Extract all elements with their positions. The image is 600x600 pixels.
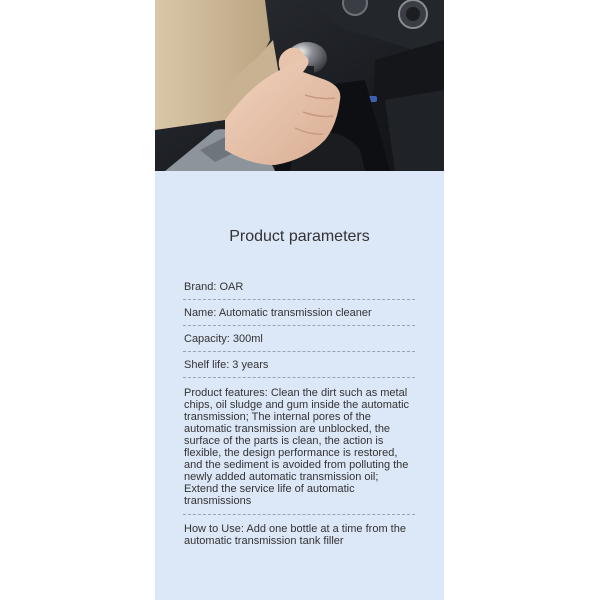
- gear-shift-photo: [155, 0, 444, 171]
- parameter-shelf-life: Shelf life: 3 years: [183, 352, 415, 378]
- parameter-capacity: Capacity: 300ml: [183, 326, 415, 352]
- parameter-how-to-use: How to Use: Add one bottle at a time from the automatic transmission tank filler: [184, 523, 406, 547]
- parameter-features: Product features: Clean the dirt such as metal chips, oil sludge and gum inside the automatic transmission; The internal pores of the automatic transmission are unblocked, the surface of the parts is clean, the action is flexible, the design performance is restored, and the sediment is avoided from polluting the newly added automatic transmission oil; Extend the service life of automatic transmissions: [183, 378, 415, 515]
- parameter-name: Name: Automatic transmission cleaner: [183, 300, 415, 326]
- section-title: Product parameters: [229, 228, 370, 245]
- product-info-panel: [155, 0, 444, 600]
- parameter-brand: Brand: OAR: [183, 274, 415, 300]
- parameter-list: [183, 274, 415, 553]
- gear-shift-illustration: [155, 0, 444, 171]
